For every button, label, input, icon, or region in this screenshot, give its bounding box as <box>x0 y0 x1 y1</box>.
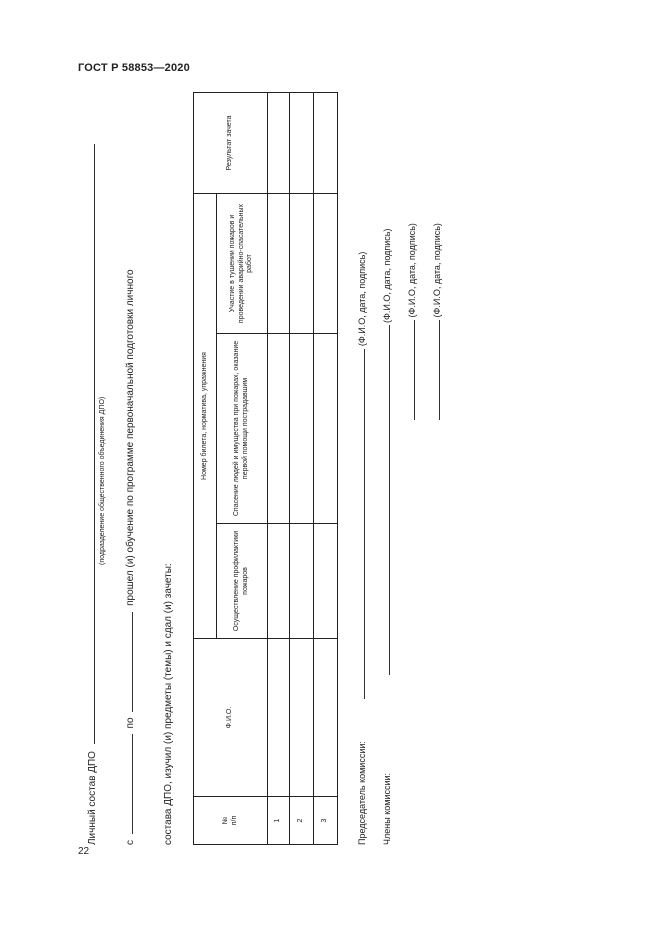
cell-prevention[interactable] <box>290 524 314 639</box>
member-signature-row <box>430 223 442 420</box>
member-signature-row <box>405 223 417 420</box>
line-subjects: состава ДПО, изучил (и) предметы (темы) и сдал (и) зачеты: <box>163 563 174 845</box>
cell-result[interactable] <box>314 93 338 194</box>
chair-label: Председатель комиссии: <box>357 741 367 845</box>
personnel-label: Личный состав ДПО <box>87 751 98 845</box>
chair-signature-row <box>355 252 367 845</box>
row-number: 2 <box>290 797 314 845</box>
cell-prevention[interactable] <box>268 524 290 639</box>
table-row <box>314 93 338 845</box>
line-period <box>123 269 136 845</box>
header-firefighting: Участие в тушении пожаров и проведении аварийно-спасательных работ <box>217 194 268 334</box>
cell-firefighting[interactable] <box>268 194 290 334</box>
cell-rescue[interactable] <box>314 334 338 524</box>
subdivision-field[interactable] <box>85 144 95 744</box>
chair-signature-field[interactable] <box>355 349 365 699</box>
header-fio: Ф.И.О. <box>194 639 268 797</box>
signature-hint: (Ф.И.О, дата, подпись) <box>382 228 392 323</box>
member-signature-field[interactable] <box>380 325 390 675</box>
members-label: Члены комиссии: <box>382 772 392 845</box>
row-number: 3 <box>314 797 338 845</box>
cell-firefighting[interactable] <box>314 194 338 334</box>
cell-rescue[interactable] <box>268 334 290 524</box>
rotated-form <box>85 65 485 845</box>
header-group: Номер билета, норматива, упражнения <box>194 194 217 639</box>
member-signature-field[interactable] <box>405 320 415 420</box>
signature-hint: (Ф.И.О, дата, подпись) <box>357 251 367 347</box>
date-from-field[interactable] <box>123 734 133 834</box>
signature-hint: (Ф.И.О, дата, подпись) <box>407 223 417 318</box>
cell-rescue[interactable] <box>290 334 314 524</box>
cell-fio[interactable] <box>314 639 338 797</box>
cell-result[interactable] <box>290 93 314 194</box>
header-result: Результат зачета <box>194 93 268 194</box>
signature-hint: (Ф.И.О, дата, подпись) <box>432 223 442 318</box>
subdivision-caption: (подразделение общественного объединения ДПО) <box>99 396 106 565</box>
header-rescue: Спасение людей и имущества при пожарах, оказание первой помощи пострадавшим <box>217 334 268 524</box>
page-number: 22 <box>78 846 90 857</box>
cell-prevention[interactable] <box>314 524 338 639</box>
training-text: прошел (и) обучение по программе первоначальной подготовки личного <box>125 269 136 606</box>
cell-result[interactable] <box>268 93 290 194</box>
from-label: с <box>125 840 136 845</box>
document-header: ГОСТ Р 58853—2020 <box>78 62 190 74</box>
cell-firefighting[interactable] <box>290 194 314 334</box>
date-to-field[interactable] <box>123 612 133 712</box>
to-label: по <box>125 717 136 729</box>
table-row <box>268 93 290 845</box>
header-prevention: Осуществление профилактики пожаров <box>217 524 268 639</box>
line-personnel <box>85 144 98 845</box>
cell-fio[interactable] <box>268 639 290 797</box>
row-number: 1 <box>268 797 290 845</box>
member-signature-field[interactable] <box>430 320 440 420</box>
table-row <box>290 93 314 845</box>
results-table <box>193 92 338 845</box>
member-signature-row <box>380 229 392 845</box>
header-num: № п/п <box>194 797 268 845</box>
cell-fio[interactable] <box>290 639 314 797</box>
